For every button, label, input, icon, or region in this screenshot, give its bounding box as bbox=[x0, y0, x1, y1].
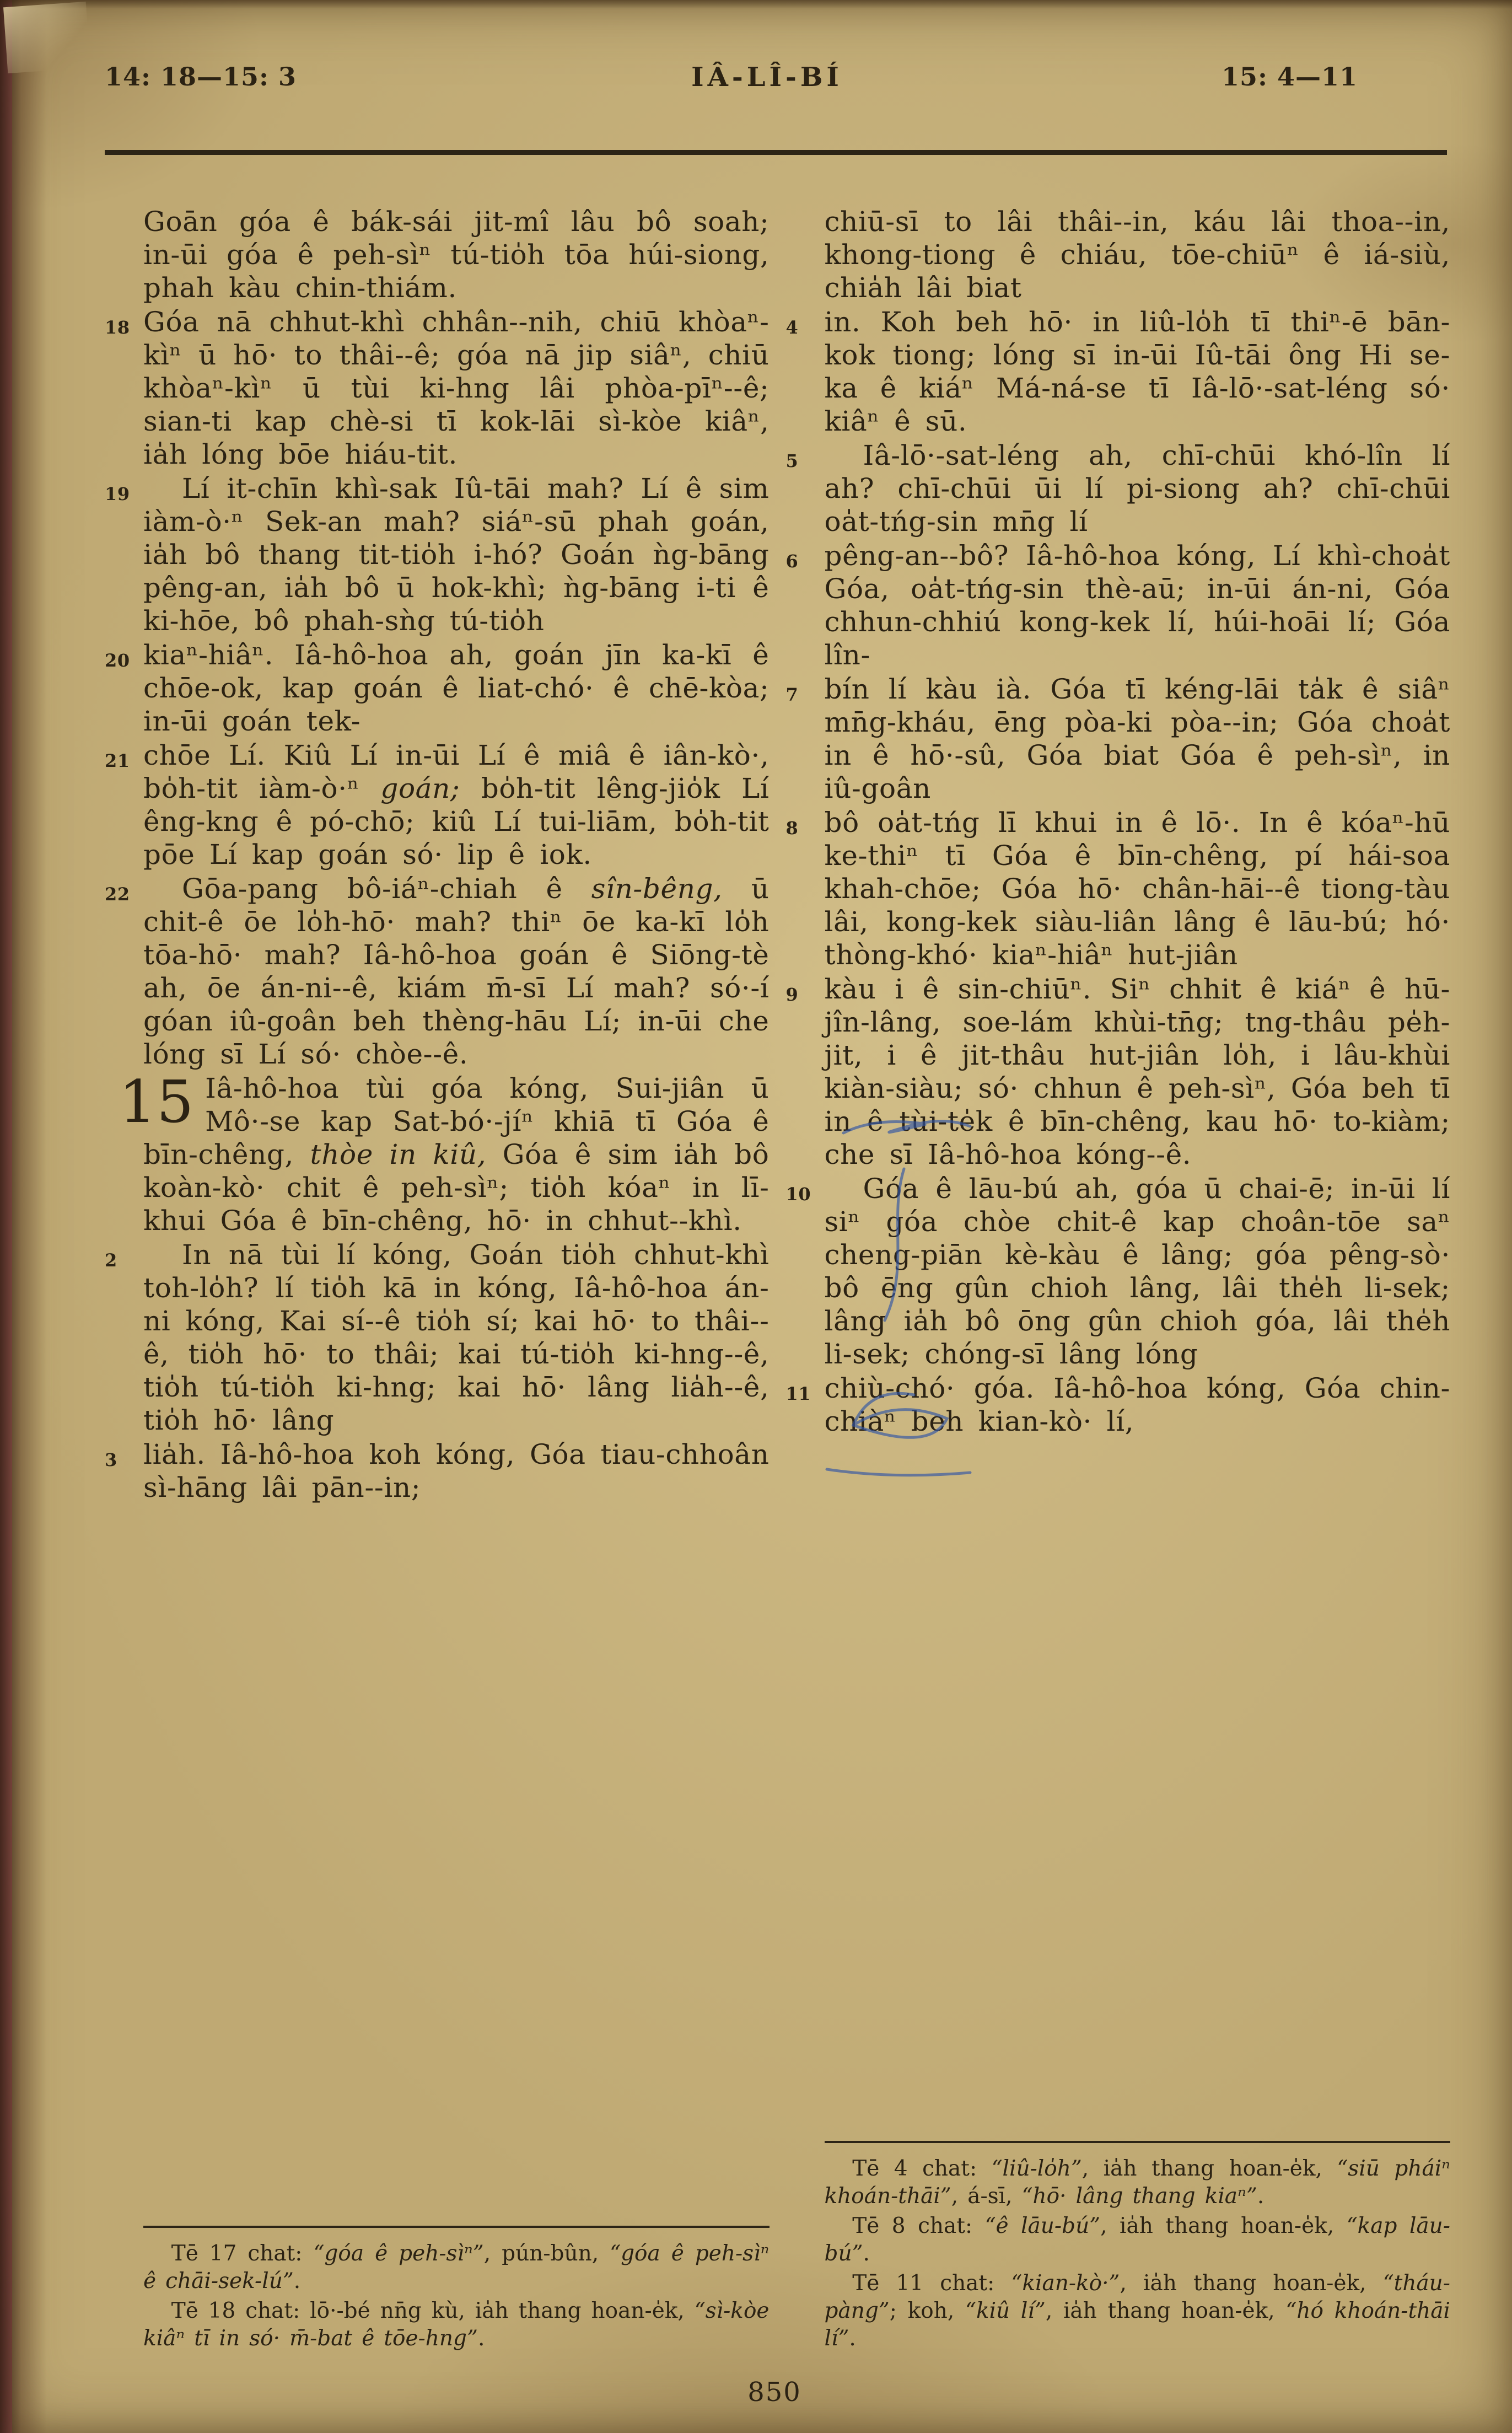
verse-text: chiù-chó· góa. Iâ-hô-hoa kóng, Góa chin-chiàⁿ beh kian-kò· lí, bbox=[824, 1372, 1450, 1437]
verse-block bbox=[785, 1372, 1451, 1438]
page-header bbox=[105, 62, 1429, 100]
verse-number: 10 bbox=[785, 1184, 811, 1205]
page-corner-tear bbox=[3, 2, 90, 73]
verse-text: chiū-sī to lâi thâi--in, káu lâi thoa--in, khong-tiong ê chiáu, tōe-chiūⁿ ê iá-siù, chia̍h lâi biat bbox=[824, 206, 1450, 304]
footnote: Tē 17 chat: “góa ê peh-sìⁿ”, pún-bûn, “góa ê peh-sìⁿ ê chāi-sek-lú”. bbox=[143, 2241, 770, 2294]
verse-block bbox=[785, 973, 1451, 1171]
verse-block bbox=[105, 638, 770, 738]
verse-number: 6 bbox=[785, 551, 799, 572]
verse-block bbox=[785, 673, 1451, 805]
verse-number: 8 bbox=[785, 818, 799, 839]
verse-text: in. Koh beh hō· in liû-lo̍h tī thiⁿ-ē bān-kok tiong; lóng sī in-ūi Iû-tāi ông Hi se-ka ê kiáⁿ Má-ná-se tī Iâ-lō·-sat-léng só· kiâⁿ ê sū. bbox=[824, 306, 1450, 437]
verse-text: lia̍h. Iâ-hô-hoa koh kóng, Góa tiau-chhoân sì-hāng lâi pān--in; bbox=[143, 1438, 770, 1503]
verse-number: 7 bbox=[785, 684, 799, 705]
verse-block bbox=[105, 472, 770, 637]
verse-block bbox=[105, 872, 770, 1071]
verse-text: Iâ-lō·-sat-léng ah, chī-chūi khó-lîn lí ah? chī-chūi ūi lí pi-siong ah? chī-chūi oa̍t-tńg-sin mn̄g lí bbox=[824, 439, 1450, 538]
chapter-number: 15 bbox=[119, 1068, 195, 1136]
verse-text: chōe Lí. Kiû Lí in-ūi Lí ê miâ ê iân-kò·, bo̍h-tit iàm-ò·ⁿ goán; bo̍h-tit lêng-jio̍k Lí êng-kng ê pó-chō; kiû Lí tui-liām, bo̍h-tit pōe Lí kap goán só· lip ê iok. bbox=[143, 739, 770, 871]
verse-block bbox=[785, 439, 1451, 538]
verse-number: 11 bbox=[785, 1383, 811, 1404]
verse-text: kàu i ê sin-chiūⁿ. Siⁿ chhit ê kiáⁿ ê hū-jîn-lâng, soe-lám khùi-tn̄g; tng-thâu pe̍h-jit, i ê jit-thâu hut-jiân lo̍h, i lâu-khùi kiàn-siàu; só· chhun ê peh-sìⁿ, Góa beh tī in ê tùi-te̍k ê bīn-chêng, kau hō· to-kiàm; che sī Iâ-hô-hoa kóng--ê. bbox=[824, 973, 1450, 1170]
footnote: Tē 11 chat: “kian-kò·”, ia̍h thang hoan-e̍k, “tháu-pàng”; koh, “kiû lí”, ia̍h thang hoan-e̍k, “hó khoán-thāi lí”. bbox=[824, 2271, 1450, 2351]
verse-number: 19 bbox=[105, 484, 130, 504]
footnote: Tē 18 chat: lō·-bé nn̄g kù, ia̍h thang hoan-e̍k, “sì-kòe kiâⁿ tī in só· m̄-bat ê tōe-hng”. bbox=[143, 2298, 770, 2351]
column-left bbox=[105, 205, 770, 2355]
footnote: Tē 8 chat: “ê lāu-bú”, ia̍h thang hoan-e̍k, “kap lāu-bú”. bbox=[824, 2214, 1450, 2266]
verse-block bbox=[105, 1238, 770, 1437]
verse-text: In nā tùi lí kóng, Goán tio̍h chhut-khì toh-lo̍h? lí tio̍h kā in kóng, Iâ-hô-hoa án-ni kóng, Kai sí--ê tio̍h sí; kai hō· to thâi--ê, tio̍h hō· to thâi; kai tú-tio̍h ki-hng--ê, tio̍h tú-tio̍h ki-hng; kai hō· lâng lia̍h--ê, tio̍h hō· lâng bbox=[143, 1239, 770, 1436]
footnote-rule bbox=[825, 2141, 1451, 2143]
verse-block bbox=[825, 205, 1451, 304]
verse-text: Goān góa ê bák-sái jit-mî lâu bô soah; in-ūi góa ê peh-sìⁿ tú-tio̍h tōa húi-siong, phah kàu chin-thiám. bbox=[143, 206, 770, 304]
verse-number: 21 bbox=[105, 750, 130, 771]
verse-block bbox=[119, 1068, 770, 1237]
verse-block bbox=[785, 305, 1451, 438]
verse-number: 3 bbox=[105, 1449, 117, 1470]
page-number: 850 bbox=[747, 2377, 801, 2408]
footnote-rule bbox=[143, 2226, 770, 2228]
verse-number: 5 bbox=[785, 450, 799, 471]
header-rule bbox=[105, 150, 1447, 155]
verse-text: kiaⁿ-hiâⁿ. Iâ-hô-hoa ah, goán jīn ka-kī ê chōe-ok, kap goán ê liat-chó· ê chē-kòa; in-ūi goán tek- bbox=[143, 639, 770, 737]
verse-number: 18 bbox=[105, 317, 130, 338]
verse-block bbox=[785, 539, 1451, 672]
footnotes-section bbox=[825, 2135, 1451, 2355]
verse-text: Lí it-chīn khì-sak Iû-tāi mah? Lí ê sim iàm-ò·ⁿ Sek-an mah? siáⁿ-sū phah goán, ia̍h bô thang tit-tio̍h i-hó? Goán ǹg-bāng pêng-an, ia̍h bô ū hok-khì; ǹg-bāng i-ti ê ki-hōe, bô phah-sǹg tú-tio̍h bbox=[143, 472, 770, 637]
text-columns bbox=[105, 205, 1450, 2355]
verse-number: 2 bbox=[105, 1250, 117, 1271]
page-top-edge bbox=[0, 0, 1512, 9]
verse-number: 9 bbox=[785, 984, 799, 1005]
verse-text: pêng-an--bô? Iâ-hô-hoa kóng, Lí khì-choa̍t Góa, oa̍t-tńg-sin thè-aū; in-ūi án-ni, Góa chhun-chhiú kong-kek lí, húi-hoāi lí; Góa lîn- bbox=[824, 540, 1450, 671]
verse-block bbox=[105, 1438, 770, 1504]
header-verse-range-right: 15: 4—11 bbox=[1221, 62, 1358, 92]
verse-text: Góa nā chhut-khì chhân--nih, chiū khòaⁿ-kìⁿ ū hō· to thâi--ê; góa nā jip siâⁿ, chiū khòaⁿ-kìⁿ ū tùi ki-hng lâi phòa-pīⁿ--ê; sian-ti kap chè-si tī kok-lāi sì-kòe kiâⁿ, ia̍h lóng bōe hiáu-tit. bbox=[143, 306, 770, 470]
verse-text: Gōa-pang bô-iáⁿ-chiah ê sîn-bêng, ū chit-ê ōe lo̍h-hō· mah? thiⁿ ōe ka-kī lo̍h tōa-hō· mah? Iâ-hô-hoa goán ê Siōng-tè ah, ōe án-ni--ê, kiám m̄-sī Lí mah? só·-í góan iû-goân beh thèng-hāu Lí; in-ūi che lóng sī Lí só· chòe--ê. bbox=[143, 873, 770, 1070]
verse-number: 4 bbox=[785, 317, 799, 338]
verse-block bbox=[785, 806, 1451, 971]
binding-edge bbox=[0, 0, 47, 2433]
verse-block bbox=[143, 205, 770, 304]
verse-block bbox=[105, 305, 770, 471]
verse-number: 20 bbox=[105, 650, 130, 671]
verse-text: bín lí kàu ià. Góa tī kéng-lāi ta̍k ê siâⁿ mn̄g-kháu, ēng pòa-ki pòa--in; Góa choa̍t in ê hō·-sû, Góa biat Góa ê peh-sìⁿ, in iû-goân bbox=[824, 673, 1450, 804]
verse-block bbox=[105, 739, 770, 871]
verse-block bbox=[785, 1172, 1451, 1371]
verse-text: Góa ê lāu-bú ah, góa ū chai-ē; in-ūi lí siⁿ góa chòe chit-ê kap choân-tōe saⁿ cheng-piān kè-kàu ê lâng; góa pêng-sò· bô ēng gûn chioh lâng, lâi the̍h li-sek; lâng ia̍h bô ōng gûn chioh góa, lâi the̍h li-sek; chóng-sī lâng lóng bbox=[824, 1173, 1450, 1370]
verse-text: Iâ-hô-hoa tùi góa kóng, Sui-jiân ū Mô·-se kap Sat-bó·-jíⁿ khiā tī Góa ê bīn-chêng, thòe in kiû, Góa ê sim ia̍h bô koàn-kò· chit ê peh-sìⁿ; tio̍h kóaⁿ in lī-khui Góa ê bīn-chêng, hō· in chhut--khì. bbox=[143, 1072, 770, 1237]
verse-number: 22 bbox=[105, 884, 130, 905]
header-verse-range-left: 14: 18—15: 3 bbox=[105, 62, 297, 92]
column-right bbox=[785, 205, 1451, 2355]
book-title: IÂ-LÎ-BÍ bbox=[691, 62, 843, 93]
footnotes-section bbox=[143, 2220, 770, 2355]
footnote: Tē 4 chat: “liû-lo̍h”, ia̍h thang hoan-e̍k, “siū pháiⁿ khoán-thāi”, á-sī, “hō· lâng thang kiaⁿ”. bbox=[824, 2156, 1450, 2209]
verse-text: bô oa̍t-tńg lī khui in ê lō·. In ê kóaⁿ-hū ke-thiⁿ tī Góa ê bīn-chêng, pí hái-soa khah-chōe; Góa hō· chân-hāi--ê tiong-tàu lâi, kong-kek siàu-liân lâng ê lāu-bú; hó· thòng-khó· kiaⁿ-hiâⁿ hut-jiân bbox=[824, 807, 1450, 971]
